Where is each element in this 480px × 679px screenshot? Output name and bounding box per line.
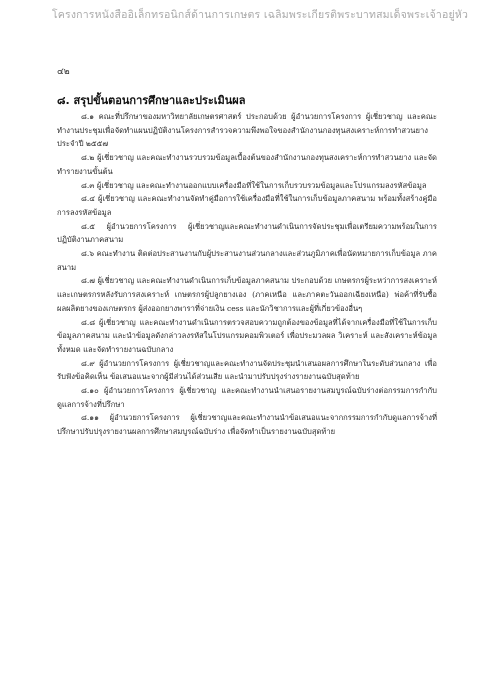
paragraph-8-11: ๘.๑๑ ผู้อำนวยการโครงการ ผู้เชี่ยวชาญและคณะทำงานนำข้อเสนอแนะจากกรรมการกำกับดูแลการจ้างที่ปรึกษาปรับปรุงรายงานผลการศึกษาสมบูรณ์ฉบับร่าง เพื่อจัดทำเป็นรายงานฉบับสุดท้าย [57, 413, 437, 437]
paragraph-8-3: ๘.๓ ผู้เชี่ยวชาญ และคณะทำงานออกแบบเครื่องมือที่ใช้ในการเก็บรวบรวมข้อมูลและโปรแกรมลงรหัสข้อมูล [81, 180, 427, 190]
paragraph-8-6: ๘.๖ คณะทำงาน ติดต่อประสานงานกับผู้ประสานงานส่วนกลางและส่วนภูมิภาคเพื่อนัดหมายการเก็บข้อมูล ภาคสนาม [57, 249, 437, 272]
body-text [57, 110, 437, 439]
paragraph-8-8: ๘.๘ ผู้เชี่ยวชาญ และคณะทำงานดำเนินการตรวจสอบความถูกต้องของข้อมูลที่ได้จากเครื่องมือที่ใช้ในการเก็บข้อมูลภาคสนาม และนำข้อมูลดังกล่าวลงรหัสในโปรแกรมคอมพิวเตอร์ เพื่อประมวลผล วิเคราะห์ และสังเคราะห์ข้อมูลทั้งหมด และจัดทำรายงานฉบับกลาง [57, 317, 437, 354]
section-title: ๘. สรุปขั้นตอนการศึกษาและประเมินผล [57, 94, 246, 107]
paragraph-8-9: ๘.๙ ผู้อำนวยการโครงการ ผู้เชี่ยวชาญและคณะทำงานจัดประชุมนำเสนอผลการศึกษาในระดับส่วนกลาง เพื่อ รับฟังข้อคิดเห็น ข้อเสนอแนะจากผู้มีส่วนได้ส่วนเสีย และนำมาปรับปรุงร่างรายงานฉบับสุดท้าย [57, 358, 437, 382]
paragraph-8-1: ๘.๑ คณะที่ปรึกษาของมหาวิทยาลัยเกษตรศาสตร์ ประกอบด้วย ผู้อำนวยการโครงการ ผู้เชี่ยวชาญ และคณะทำงานประชุมเพื่อจัดทำแผนปฏิบัติงานโครงการสำรวจความพึงพอใจของสำนักงานกองทุนสงเคราะห์การทำสวนยาง ประจำปี ๒๕๕๗ [57, 112, 437, 149]
page-header: โครงการหนังสืออิเล็กทรอนิกส์ด้านการเกษตร เฉลิมพระเกียรติพระบาทสมเด็จพระเจ้าอยู่หัว [51, 9, 469, 21]
paragraph-8-10: ๘.๑๐ ผู้อำนวยการโครงการ ผู้เชี่ยวชาญ และคณะทำงานนำเสนอรายงานสมบูรณ์ฉบับร่างต่อกรรมการกำกับดูแลการจ้างที่ปรึกษา [57, 386, 437, 409]
paragraph-8-5: ๘.๕ ผู้อำนวยการโครงการ ผู้เชี่ยวชาญและคณะทำงานดำเนินการจัดประชุมเพื่อเตรียมความพร้อมในการปฏิบัติงานภาคสนาม [57, 221, 437, 245]
paragraph-8-4: ๘.๔ ผู้เชี่ยวชาญ และคณะทำงานจัดทำคู่มือการใช้เครื่องมือที่ใช้ในการเก็บข้อมูลภาคสนาม พร้อมทั้งสร้างคู่มือการลงรหัสข้อมูล [57, 194, 437, 217]
paragraph-8-7: ๘.๗ ผู้เชี่ยวชาญ และคณะทำงานดำเนินการเก็บข้อมูลภาคสนาม ประกอบด้วย เกษตรกรผู้ระหว่าการสงเคราะห์และเกษตรกรหลังรับการสงเคราะห์ เกษตรกรผู้ปลูกยางเอง (ภาคเหนือ และภาคตะวันออกเฉียงเหนือ) พ่อค้าที่รับซื้อผลผลิตยางของเกษตรกร ผู้ส่งออกยางพาราที่จ่ายเงิน cess และนักวิชาการและผู้ที่เกี่ยวข้องอื่นๆ [57, 276, 437, 313]
page-number: ๔๒ [57, 67, 70, 77]
paragraph-8-2: ๘.๒ ผู้เชี่ยวชาญ และคณะทำงานรวบรวมข้อมูลเบื้องต้นของสำนักงานกองทุนสงเคราะห์การทำสวนยาง และจัดทำรายงานขั้นต้น [57, 153, 437, 176]
